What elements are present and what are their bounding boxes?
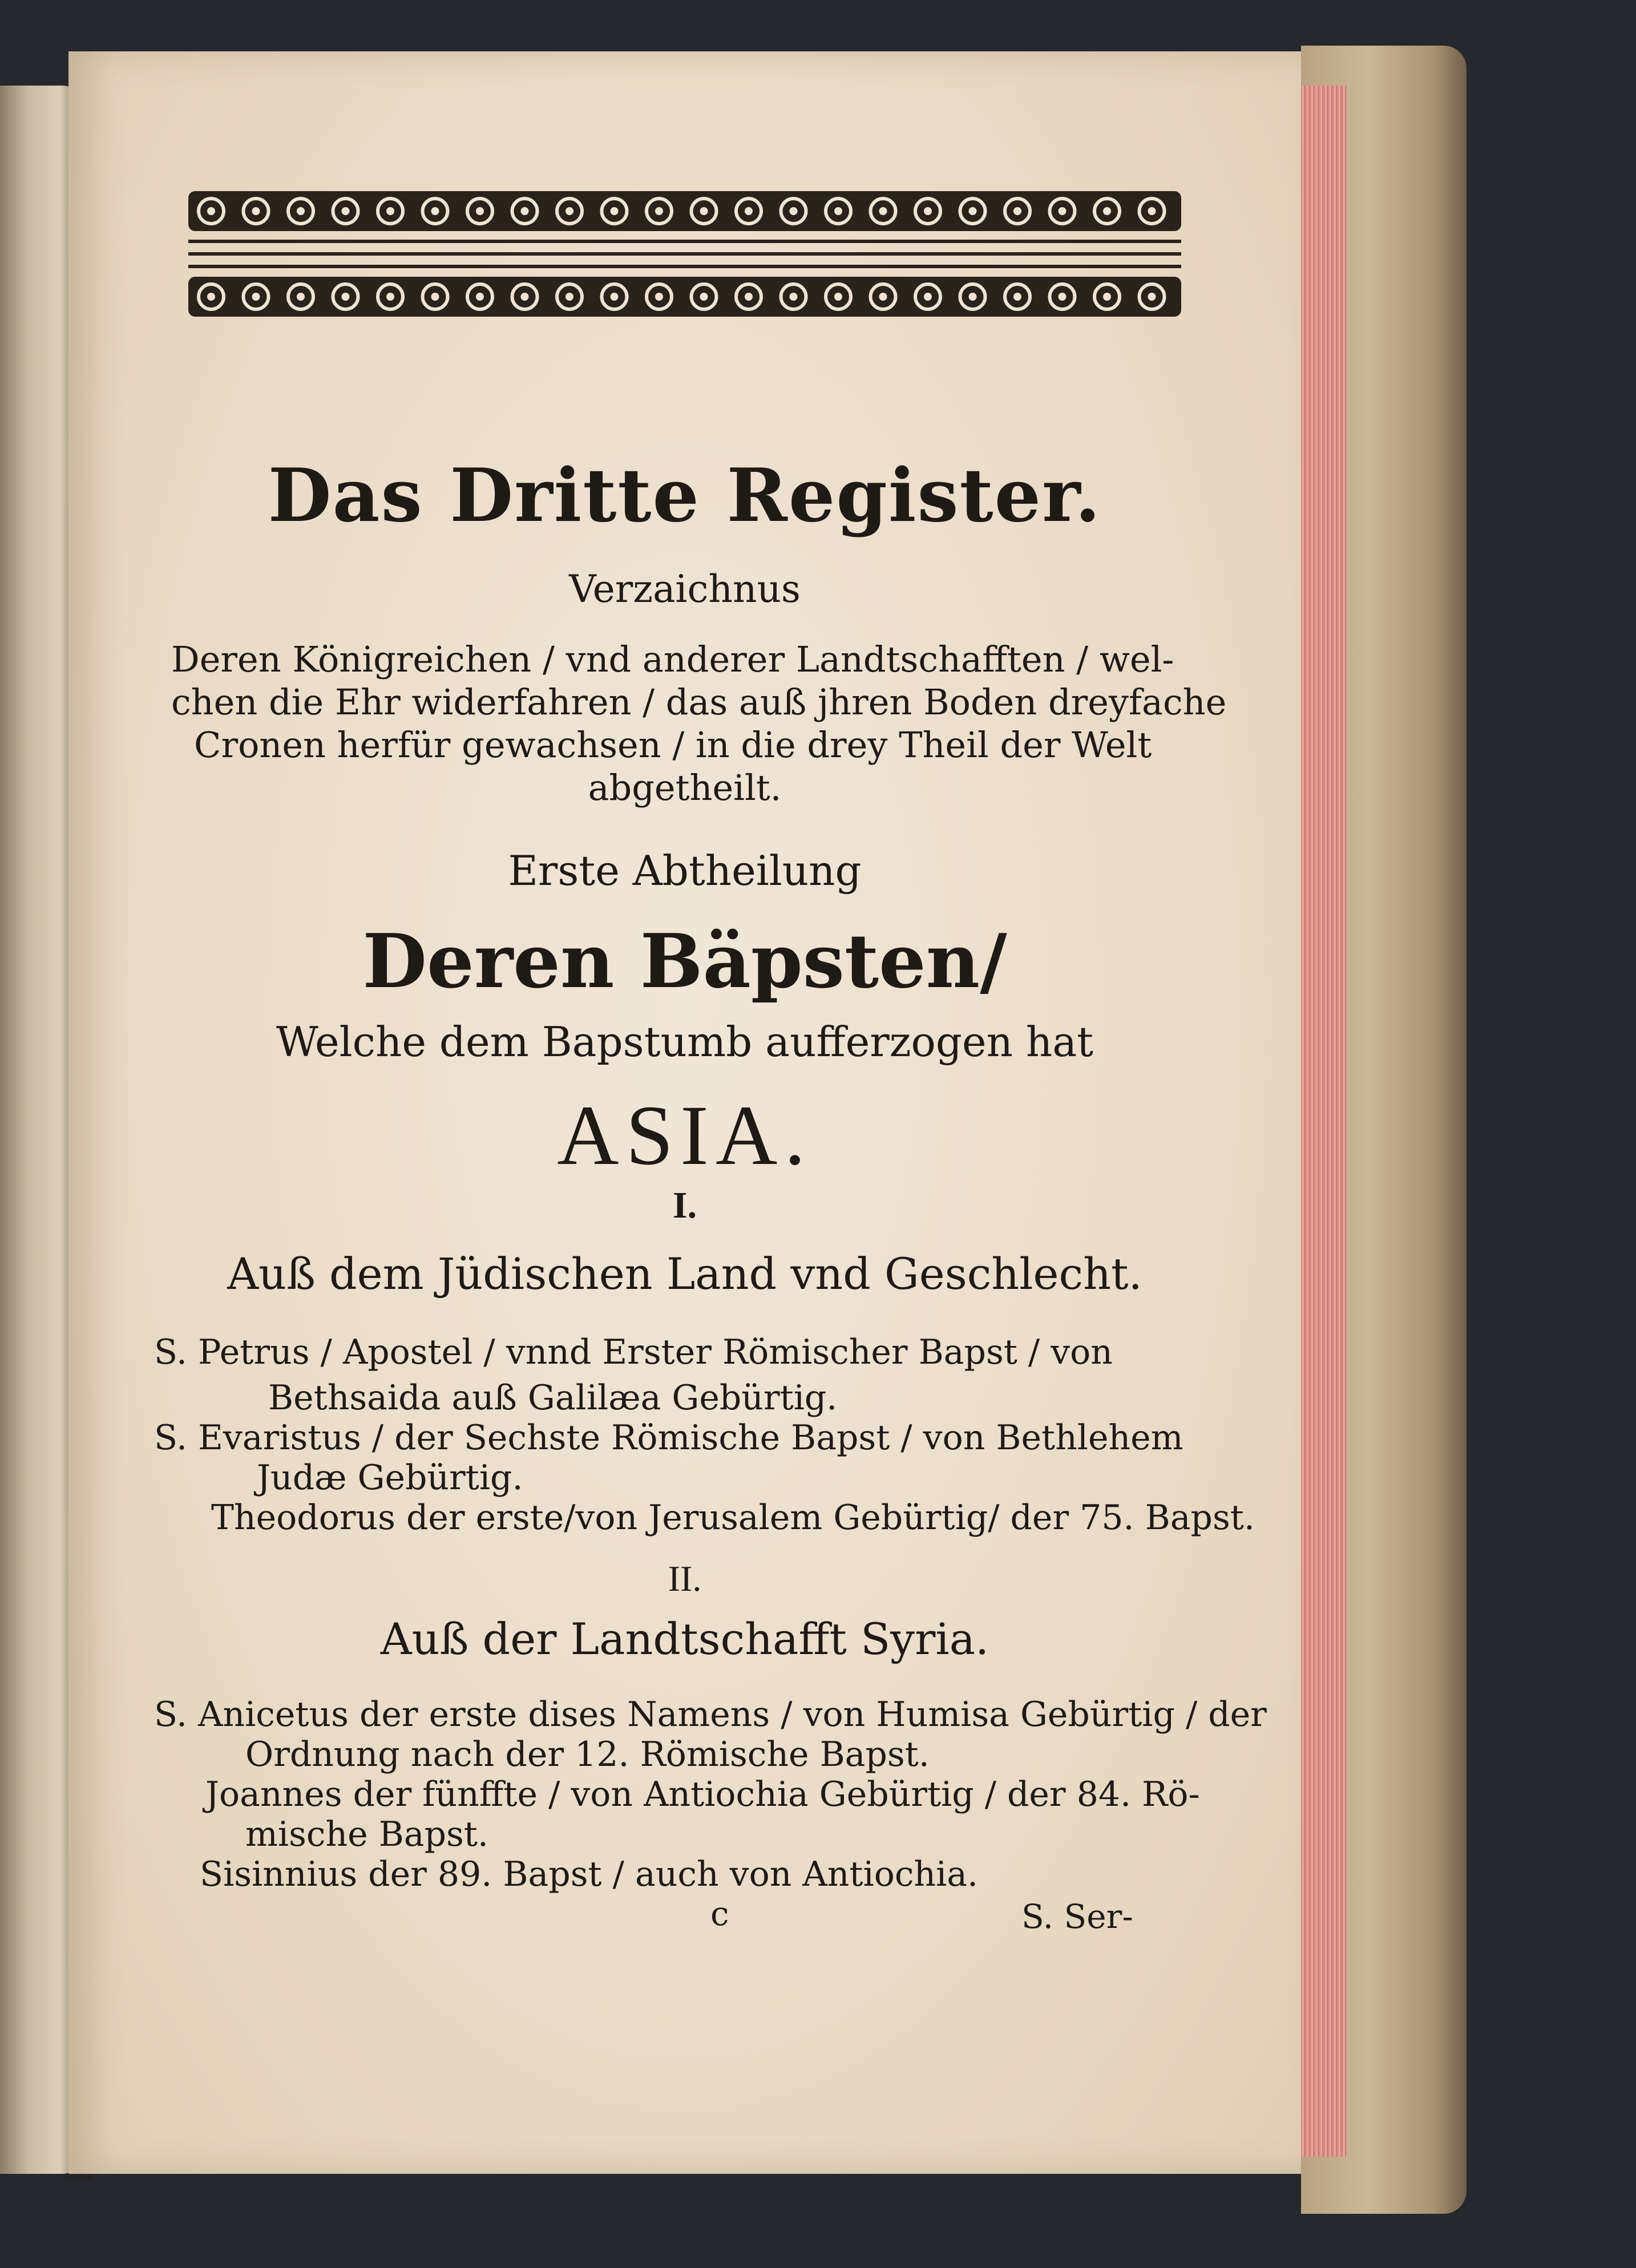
ornament-rosette-center [476,293,484,301]
heading-subtitle: Welche dem Bapstumb aufferzogen hat [276,1018,1094,1066]
ornament-rosette-center [924,293,932,301]
ornament-rosette-center [386,207,394,215]
ornament-rosette-center [1103,293,1111,301]
ornament-rosette-center [924,207,932,215]
ornament-rosette-center [1148,293,1156,301]
ornament-rosette-center [790,293,798,301]
catchword: S. Ser- [1021,1897,1133,1936]
ornament-rosette-center [834,207,842,215]
ornament-rosette-center [207,207,215,215]
entry-evaristus-cont: Judæ Gebürtig. [257,1458,523,1498]
ornament-rosette-center [969,293,977,301]
ornament-rosette-center [611,293,619,301]
ornament-rosette-center [207,293,215,301]
section-2-title: Auß der Landtschafft Syria. [380,1614,989,1664]
ornament-rosette-center [565,207,573,215]
ornament-rosette-center [700,293,708,301]
ornament-rosette-center [969,207,977,215]
ornament-rosette-center [252,207,260,215]
ornament-rosette-center [431,207,439,215]
register-subtitle: Verzaichnus [569,567,801,611]
ornament-rosette-center [431,293,439,301]
register-title: Das Dritte Register. [268,453,1102,539]
entry-petrus: S. Petrus / Apostel / vnnd Erster Römischer Bapst / von [154,1332,1113,1372]
ornament-rosette-center [790,207,798,215]
entry-joannes: Joannes der fünffte / von Antiochia Gebürtig / der 84. Rö- [205,1774,1200,1814]
intro-line-2: chen die Ehr widerfahren / das auß jhren Boden dreyfache [171,681,1227,723]
ornament-rosette-center [342,293,350,301]
ornament-rosette-center [879,293,887,301]
ornament-rosette-center [655,207,663,215]
entry-sisinnius: Sisinnius der 89. Bapst / auch von Antiochia. [200,1854,979,1894]
section-2-number: II. [668,1558,702,1599]
ornament-rosette-center [834,293,842,301]
ornament-rosette-center [297,207,305,215]
main-heading: Deren Bäpsten/ [362,917,1007,1005]
ornament-band [188,188,1181,320]
entry-theodorus: Theodorus der erste/von Jerusalem Gebürtig/ der 75. Bapst. [211,1498,1255,1538]
section-1-title: Auß dem Jüdischen Land vnd Geschlecht. [227,1248,1142,1299]
ornament-rosette-center [1103,207,1111,215]
signature-mark: c [710,1894,729,1933]
ornament-rosette-center [297,293,305,301]
entry-petrus-cont: Bethsaida auß Galilæa Gebürtig. [268,1378,838,1418]
ornament-rosette-center [611,207,619,215]
section-1-number: I. [672,1184,697,1226]
entry-anicetus-cont: Ordnung nach der 12. Römische Bapst. [245,1735,930,1774]
ornament-rosette-center [386,293,394,301]
ornament-rosette-center [342,207,350,215]
ornament-rosette-center [521,207,529,215]
ornament-rosette-center [745,293,753,301]
ornament-rosette-center [476,207,484,215]
ornament-rosette-center [1148,207,1156,215]
ornament-top-row [188,191,1181,231]
ornament-rosette-center [521,293,529,301]
page-edges [1298,86,1346,2157]
entry-joannes-cont: mische Bapst. [245,1814,488,1854]
ornament-rosette-center [252,293,260,301]
ornament-rosette-center [565,293,573,301]
division-heading: Erste Abtheilung [508,847,862,895]
intro-line-1: Deren Königreichen / vnd anderer Landtschafften / wel- [171,638,1174,680]
intro-line-3: Cronen herfür gewachsen / in die drey Theil der Welt [194,724,1152,766]
ornament-rosette-center [879,207,887,215]
entry-anicetus: S. Anicetus der erste dises Namens / von Humisa Gebürtig / der [154,1695,1267,1735]
ornament-rosette-center [745,207,753,215]
entry-evaristus: S. Evaristus / der Sechste Römische Bapst / von Bethlehem [154,1418,1183,1458]
ornament-rosette-center [1013,207,1021,215]
ornament-rosette-center [1059,207,1067,215]
ornament-rosette-center [700,207,708,215]
ornament-rosette-center [1013,293,1021,301]
continent-heading: ASIA. [557,1088,813,1183]
ornament-rosette-center [1059,293,1067,301]
ornament-rosette-center [655,293,663,301]
intro-line-4: abgetheilt. [588,767,782,808]
